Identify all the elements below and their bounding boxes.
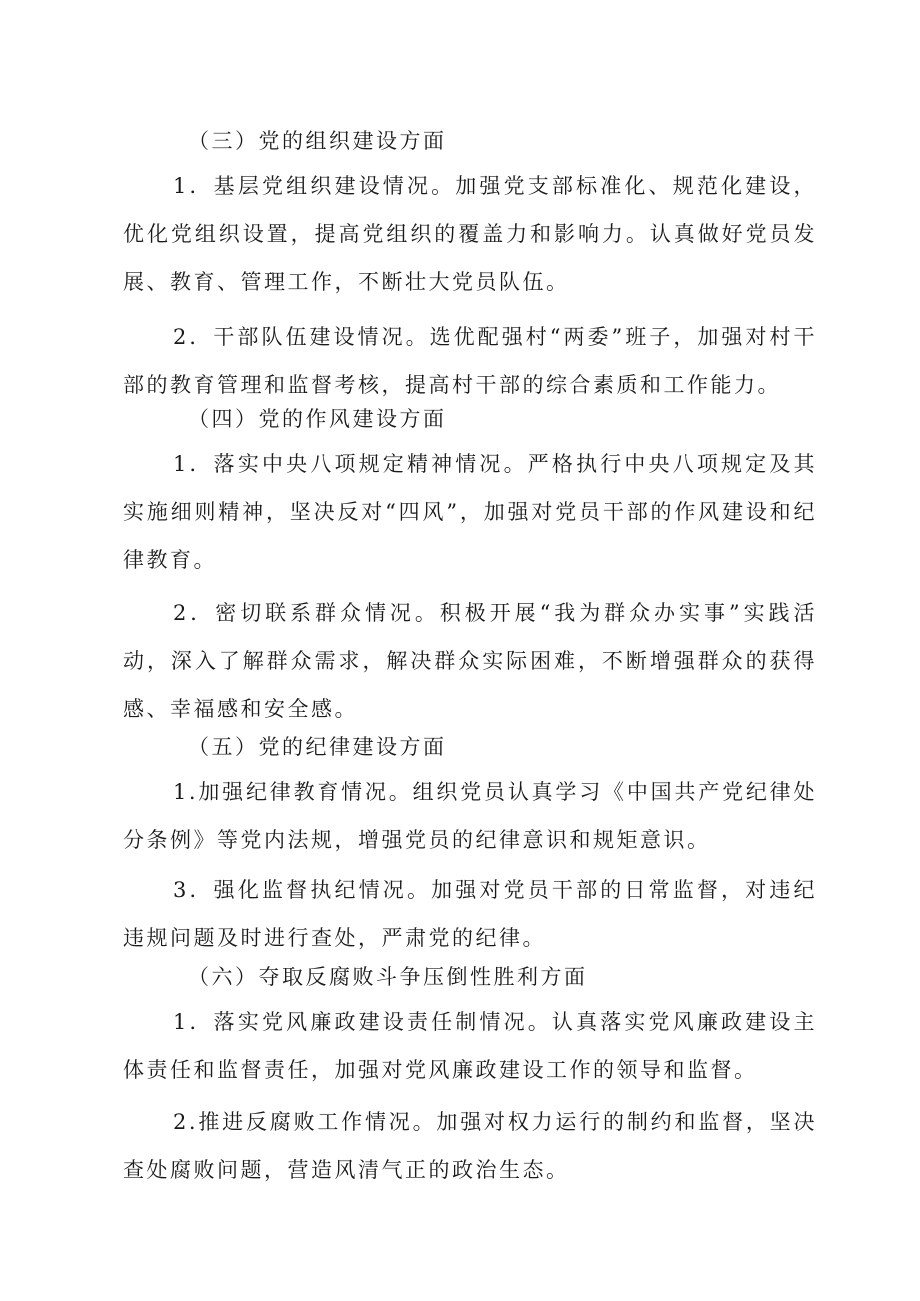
paragraph-cadre-team: 2．干部队伍建设情况。选优配强村“两委”班子，加强对村干部的教育管理和监督考核，提高村干部的综合素质和工作能力。: [123, 325, 817, 397]
paragraph-grassroots-organization: 1．基层党组织建设情况。加强党支部标准化、规范化建设，优化党组织设置，提高党组织的覆盖力和影响力。认真做好党员发展、教育、管理工作，不断壮大党员队伍。: [123, 174, 817, 294]
paragraph-responsibility-system: 1．落实党风廉政建设责任制情况。认真落实党风廉政建设主体责任和监督责任，加强对党风廉政建设工作的领导和监督。: [123, 1010, 817, 1082]
section-heading-discipline: （五）党的纪律建设方面: [188, 735, 447, 759]
section-heading-work-style: （四）党的作风建设方面: [188, 407, 447, 431]
section-heading-anti-corruption: （六）夺取反腐败斗争压倒性胜利方面: [188, 965, 588, 989]
paragraph-discipline-education: 1.加强纪律教育情况。组织党员认真学习《中国共产党纪律处分条例》等党内法规，增强党员的纪律意识和规矩意识。: [123, 780, 817, 852]
paragraph-mass-contact: 2．密切联系群众情况。积极开展“我为群众办实事”实践活动，深入了解群众需求，解决群众实际困难，不断增强群众的获得感、幸福感和安全感。: [123, 601, 817, 721]
paragraph-anti-corruption-work: 2.推进反腐败工作情况。加强对权力运行的制约和监督，坚决查处腐败问题，营造风清气正的政治生态。: [123, 1110, 817, 1182]
paragraph-eight-point-rules: 1．落实中央八项规定精神情况。严格执行中央八项规定及其实施细则精神，坚决反对“四风”，加强对党员干部的作风建设和纪律教育。: [123, 452, 817, 572]
paragraph-supervision: 3．强化监督执纪情况。加强对党员干部的日常监督，对违纪违规问题及时进行查处，严肃党的纪律。: [123, 878, 817, 950]
section-heading-organization: （三）党的组织建设方面: [188, 129, 447, 153]
